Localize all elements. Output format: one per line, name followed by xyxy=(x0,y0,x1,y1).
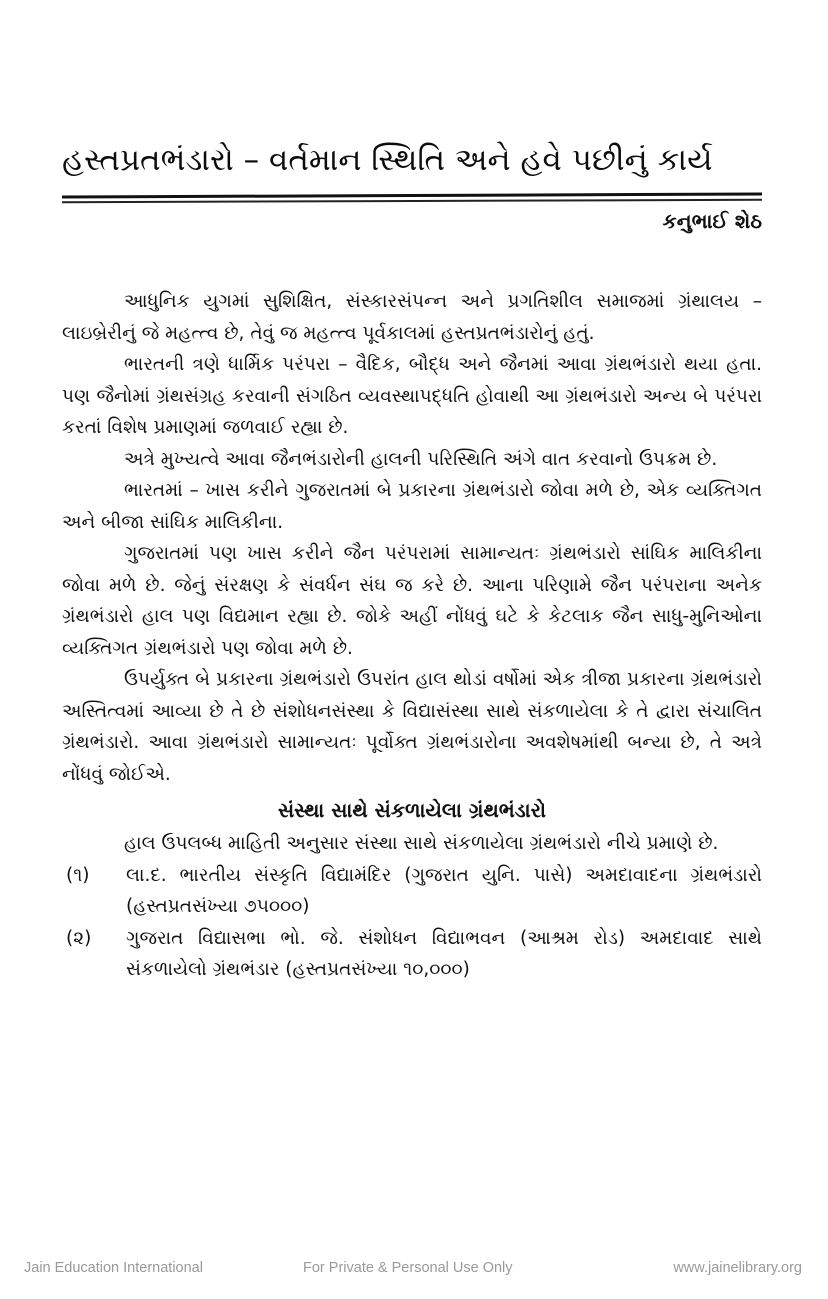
footer-usage-note: For Private & Personal Use Only xyxy=(303,1260,513,1276)
footer-publisher: Jain Education International xyxy=(24,1260,203,1276)
article-title: હસ્તપ્રતભંડારો – વર્તમાન સ્થિતિ અને હવે પછીનું કાર્ય xyxy=(62,142,713,178)
paragraph-6: ઉપર્યુક્ત બે પ્રકારના ગ્રંથભંડારો ઉપરાંત હાલ થોડાં વર્ષોમાં એક ત્રીજા પ્રકારના ગ્રંથભંડારો અસ્તિત્વમાં આવ્યા છે તે છે સંશોધનસંસ્થા કે વિદ્યાસંસ્થા સાથે સંકળાયેલા કે તે દ્વારા સંચાલિત ગ્રંથભંડારો. આવા ગ્રંથભંડારો સામાન્યતઃ પૂર્વોક્ત ગ્રંથભંડારોના અવશેષમાંથી બન્યા છે, તે અત્રે નોંધવું જોઈએ. xyxy=(62,669,762,785)
list-number: (૨) xyxy=(66,927,92,949)
title-rule-bottom xyxy=(62,199,762,203)
paragraph-3: અત્રે મુખ્યત્વે આવા જૈનભંડારોની હાલની પરિસ્થિતિ અંગે વાત કરવાનો ઉપક્રમ છે. xyxy=(124,448,718,470)
article-body xyxy=(62,286,762,986)
paragraph-4: ભારતમાં – ખાસ કરીને ગુજરાતમાં બે પ્રકારના ગ્રંથભંડારો જોવા મળે છે, એક વ્યક્તિગત અને બીજા સાંઘિક માલિકીના. xyxy=(62,480,762,533)
list-text: ગુજરાત વિદ્યાસભા ભો. જે. સંશોધન વિદ્યાભવન (આશ્રમ રોડ) અમદાવાદ સાથે સંકળાયેલો ગ્રંથભંડાર (હસ્તપ્રતસંખ્યા ૧૦,૦૦૦) xyxy=(126,927,762,980)
list-text: લા.દ. ભારતીય સંસ્કૃતિ વિદ્યામંદિર (ગુજરાત યુનિ. પાસે) અમદાવાદના ગ્રંથભંડારો (હસ્તપ્રતસંખ્યા ૭૫૦૦૦) xyxy=(126,864,762,917)
list-number: (૧) xyxy=(66,864,90,886)
footer-website-link[interactable]: www.jainelibrary.org xyxy=(673,1260,802,1276)
section-intro: હાલ ઉપલબ્ધ માહિતી અનુસાર સંસ્થા સાથે સંકળાયેલા ગ્રંથભંડારો નીચે પ્રમાણે છે. xyxy=(124,833,719,854)
page-footer xyxy=(0,1258,828,1282)
paragraph-5: ગુજરાતમાં પણ ખાસ કરીને જૈન પરંપરામાં સામાન્યતઃ ગ્રંથભંડારો સાંઘિક માલિકીના જોવા મળે છે. જેનું સંરક્ષણ કે સંવર્ધન સંઘ જ કરે છે. આના પરિણામે જૈન પરંપરાના અનેક ગ્રંથભંડારો હાલ પણ વિદ્યમાન રહ્યા છે. જોકે અહીં નોંધવું ઘટે કે કેટલાક જૈન સાધુ-મુનિઓના વ્યક્તિગત ગ્રંથભંડારો પણ જોવા મળે છે. xyxy=(62,543,762,659)
author-name: કનુભાઈ શેઠ xyxy=(662,209,762,233)
section-heading: સંસ્થા સાથે સંકળાયેલા ગ્રંથભંડારો xyxy=(277,798,547,822)
paragraph-1: આધુનિક યુગમાં સુશિક્ષિત, સંસ્કારસંપન્ન અને પ્રગતિશીલ સમાજમાં ગ્રંથાલય – લાઇબ્રેરીનું જે મહત્ત્વ છે, તેવું જ મહત્ત્વ પૂર્વકાલમાં હસ્તપ્રતભંડારોનું હતું. xyxy=(62,291,762,344)
list-item xyxy=(66,860,762,923)
title-rule-top xyxy=(62,192,762,198)
list-item xyxy=(66,923,762,986)
institution-list xyxy=(62,860,762,986)
paragraph-2: ભારતની ત્રણે ધાર્મિક પરંપરા – વૈદિક, બૌદ્ધ અને જૈનમાં આવા ગ્રંથભંડારો થયા હતા. પણ જૈનોમાં ગ્રંથસંગ્રહ કરવાની સંગઠિત વ્યવસ્થાપદ્ધતિ હોવાથી આ ગ્રંથભંડારો અન્ય બે પરંપરા કરતાં વિશેષ પ્રમાણમાં જળવાઈ રહ્યા છે. xyxy=(62,354,762,438)
